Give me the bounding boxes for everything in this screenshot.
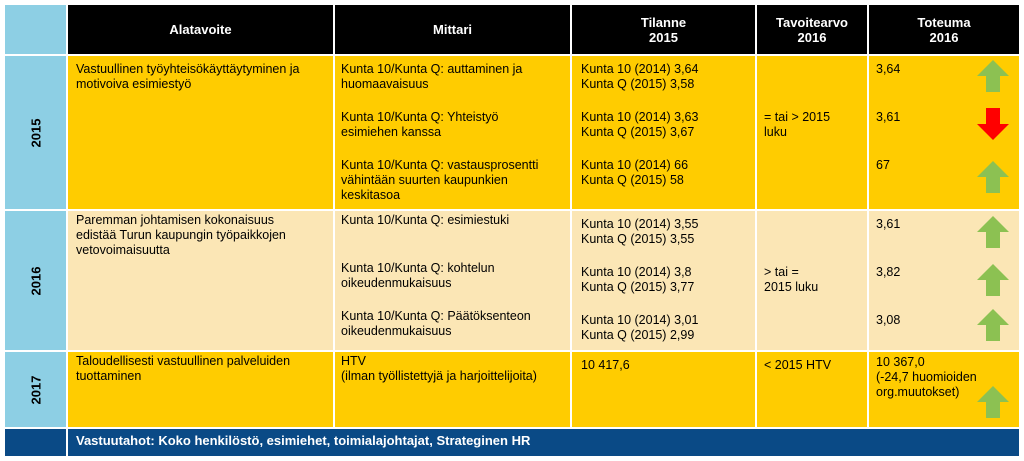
- metric-line: Kunta 10/Kunta Q: auttaminen ja: [341, 62, 523, 76]
- header-target-line2: 2016: [797, 29, 827, 45]
- header-corner: [5, 5, 66, 54]
- goal-line: vetovoimaisuutta: [76, 243, 170, 257]
- metric-line: huomaavaisuus: [341, 77, 429, 91]
- header-status-line2: 2015: [649, 29, 678, 45]
- metric-line: oikeudenmukaisuus: [341, 324, 452, 338]
- target-text: [764, 110, 830, 140]
- metric-line: oikeudenmukaisuus: [341, 276, 452, 290]
- goal-text: [76, 354, 290, 384]
- target-cell: [757, 56, 867, 209]
- goal-line: edistää Turun kaupungin työpaikkojen: [76, 228, 286, 242]
- header-target-label: [776, 15, 848, 45]
- goal-line: Taloudellisesti vastuullinen palveluiden: [76, 354, 291, 368]
- year-label: 2016: [28, 266, 43, 295]
- arrow-up-icon: [976, 215, 1010, 249]
- arrow-down-icon: [976, 107, 1010, 141]
- status-line: Kunta Q (2015) 3,55: [581, 232, 695, 246]
- target-line: luku: [764, 125, 787, 139]
- target-cell: [757, 352, 867, 427]
- header-target: [757, 5, 867, 54]
- metric-cell: [335, 56, 570, 209]
- actual-value: 3,61: [876, 110, 901, 124]
- header-metric: [335, 5, 570, 54]
- metric-cell: [335, 352, 570, 427]
- actual-value: 3,61: [876, 217, 901, 231]
- status-cell: [572, 211, 755, 350]
- metric-line: HTV: [341, 354, 366, 368]
- status-line: Kunta 10 (2014) 66: [581, 158, 689, 172]
- goal-line: motivoiva esimiestyö: [76, 77, 192, 91]
- metric-line: (ilman työllistettyjä ja harjoittelijoita): [341, 369, 537, 383]
- goal-cell: [68, 56, 333, 209]
- status-line: Kunta 10 (2014) 3,63: [581, 110, 699, 124]
- actual-value: 3,64: [876, 62, 901, 76]
- header-status-label: [641, 15, 686, 45]
- metric-line: Kunta 10/Kunta Q: esimiestuki: [341, 213, 510, 227]
- metric-line: Kunta 10/Kunta Q: Yhteistyö: [341, 110, 499, 124]
- footer-corner: [5, 429, 66, 456]
- metric-text: [341, 62, 522, 92]
- target-cell: [757, 211, 867, 350]
- status-text: [581, 313, 698, 343]
- year-cell-2015: [5, 56, 66, 209]
- status-text: [581, 110, 698, 140]
- metric-cell: [335, 211, 570, 350]
- metric-line: keskitasoa: [341, 188, 401, 202]
- target-text: [764, 265, 818, 295]
- goal-line: tuottaminen: [76, 369, 142, 383]
- status-line: Kunta Q (2015) 3,67: [581, 125, 695, 139]
- status-text: [581, 217, 698, 247]
- metric-line: vähintään suurten kaupunkien: [341, 173, 508, 187]
- actual-value: 3,82: [876, 265, 901, 279]
- status-line: Kunta Q (2015) 58: [581, 173, 684, 187]
- goal-line: Paremman johtamisen kokonaisuus: [76, 213, 275, 227]
- status-text: [581, 265, 694, 295]
- goal-line: Vastuullinen työyhteisökäyttäytyminen ja: [76, 62, 300, 76]
- goal-text: [76, 213, 286, 258]
- goal-cell: [68, 352, 333, 427]
- status-text: [581, 158, 688, 188]
- actual-cell: [869, 352, 1019, 427]
- year-label: 2015: [28, 118, 43, 147]
- status-text: [581, 62, 698, 92]
- status-line: Kunta Q (2015) 2,99: [581, 328, 695, 342]
- metric-text: [341, 354, 537, 384]
- actual-cell: [869, 211, 1019, 350]
- arrow-up-icon: [976, 263, 1010, 297]
- metric-text: [341, 309, 531, 339]
- status-line: 10 417,6: [581, 358, 630, 372]
- arrow-up-icon: [976, 59, 1010, 93]
- target-line: 2015 luku: [764, 280, 819, 294]
- actual-cell: [869, 56, 1019, 209]
- status-line: Kunta Q (2015) 3,58: [581, 77, 695, 91]
- actual-line: 10 367,0: [876, 355, 925, 369]
- header-subgoal: [68, 5, 333, 54]
- target-line: < 2015 HTV: [764, 358, 832, 372]
- arrow-up-icon: [976, 308, 1010, 342]
- actual-value: 67: [876, 158, 890, 172]
- target-line: > tai =: [764, 265, 799, 279]
- year-cell-2017: [5, 352, 66, 427]
- status-cell: [572, 56, 755, 209]
- header-actual-label: [917, 15, 970, 45]
- header-status-line1: Tilanne: [640, 14, 687, 30]
- metric-text: [341, 110, 499, 140]
- status-cell: [572, 352, 755, 427]
- header-target-line1: Tavoitearvo: [775, 14, 848, 30]
- footer-text: Vastuutahot: Koko henkilöstö, esimiehet, toimialajohtajat, Strateginen HR: [76, 433, 531, 448]
- actual-line: (-24,7 huomioiden: [876, 370, 977, 384]
- footer-bar: [68, 429, 1019, 456]
- goal-text: [76, 62, 300, 92]
- target-line: = tai > 2015: [764, 110, 831, 124]
- header-actual: [869, 5, 1019, 54]
- header-status: [572, 5, 755, 54]
- status-line: Kunta 10 (2014) 3,01: [581, 313, 699, 327]
- header-actual-line2: 2016: [929, 29, 959, 45]
- metric-text: [341, 158, 538, 203]
- metric-line: Kunta 10/Kunta Q: vastausprosentti: [341, 158, 539, 172]
- header-subgoal-label: Alatavoite: [169, 22, 232, 37]
- metric-text: [341, 261, 495, 291]
- year-cell-2016: [5, 211, 66, 350]
- actual-value: 3,08: [876, 313, 901, 327]
- header-metric-label: Mittari: [433, 22, 472, 37]
- arrow-up-icon: [976, 385, 1010, 419]
- actual-line: org.muutokset): [876, 385, 960, 399]
- metric-line: Kunta 10/Kunta Q: kohtelun: [341, 261, 495, 275]
- status-line: Kunta 10 (2014) 3,8: [581, 265, 692, 279]
- status-line: Kunta Q (2015) 3,77: [581, 280, 695, 294]
- metric-text: [341, 213, 509, 228]
- metric-line: esimiehen kanssa: [341, 125, 442, 139]
- goal-cell: [68, 211, 333, 350]
- status-line: Kunta 10 (2014) 3,64: [581, 62, 699, 76]
- metric-line: Kunta 10/Kunta Q: Päätöksenteon: [341, 309, 531, 323]
- year-label: 2017: [28, 375, 43, 404]
- arrow-up-icon: [976, 160, 1010, 194]
- actual-text: [876, 355, 977, 400]
- header-actual-line1: Toteuma: [917, 14, 971, 30]
- status-line: Kunta 10 (2014) 3,55: [581, 217, 699, 231]
